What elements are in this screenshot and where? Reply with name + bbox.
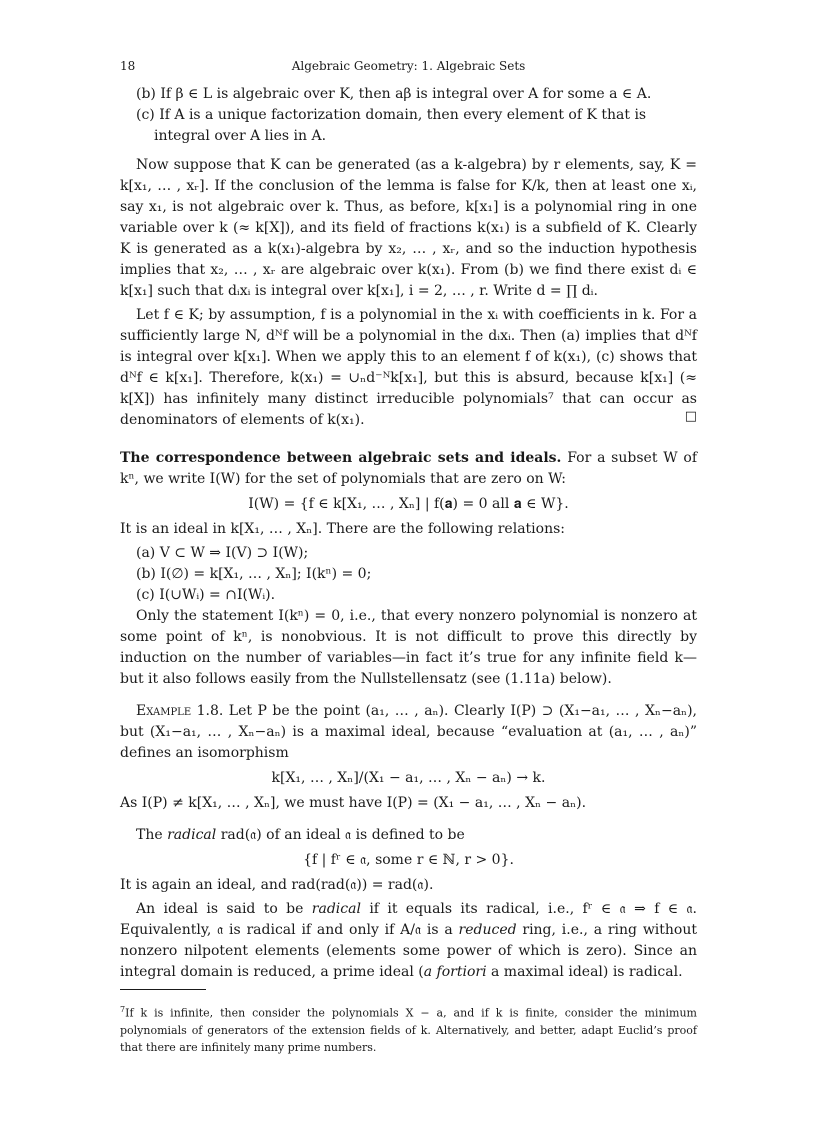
radical-after: It is again an ideal, and rad(rad(𝔞)) = rad(𝔞). — [120, 877, 434, 893]
section-heading: The correspondence between algebraic sets and ideals. — [120, 450, 562, 466]
radical-para-term: radical — [311, 901, 361, 917]
section-intro — [120, 448, 697, 490]
footnote-marker: 7 — [120, 1005, 126, 1014]
qed-mark: □ — [684, 409, 697, 424]
isomorphism-display: k[X₁, … , Xₙ]/(X₁ − a₁, … , Xₙ − aₙ) → k. — [271, 770, 546, 786]
example-label: Example 1.8. — [136, 703, 224, 719]
proof-paragraph-1: Now suppose that K can be generated (as a k-algebra) by r elements, say, K = k[x₁, … , xᵣ]. If the conclusion of the lemma is false for K/k, then at least one xᵢ, say x₁, is not algebraic over k. Thus, as before, k[x₁] is a polynomial ring in one variable over k (≈ k[X]), and its field of fractions k(x₁) is a subfield of K. Clearly K is generated as a k(x₁)-algebra by x₂, … , xᵣ, and so the induction hypothesis implies that x₂, … , xᵣ are algebraic over k(x₁). From (b) we find there exist dᵢ ∈ k[x₁] such that dᵢxᵢ is integral over k[x₁], i = 2, … , r. Write d = ∏ dᵢ. — [120, 157, 697, 299]
radical-para-mid2: ring, i.e., a ring without nonzero nilpotent elements (elements some power of which is zero). Since an integral domain is reduced, a prime ideal ( — [120, 922, 697, 980]
lemma-item-c: (c) If A is a unique factorization domain, then every element of K that is integral over A lies in A. — [136, 107, 647, 144]
section-intro-text: For a subset W of kⁿ, we write I(W) for the set of polynomials that are zero on W: — [120, 450, 697, 487]
a-fortiori-term: a fortiori — [423, 964, 487, 980]
footnote — [120, 1001, 697, 1056]
radical-intro-pre: The — [136, 827, 168, 843]
proof-paragraph-2 — [120, 305, 697, 431]
relation-b: (b) I(∅) = k[X₁, … , Xₙ]; I(kⁿ) = 0; — [136, 566, 372, 582]
footnote-text: If k is infinite, then consider the polynomials X − a, and if k is finite, consider the minimum polynomials of generators of the extension fields of k. Alternatively, and better, adapt Euclid’s proof that there are infinitely many prime numbers. — [120, 1006, 697, 1054]
radical-intro-post: rad(𝔞) of an ideal 𝔞 is defined to be — [216, 827, 465, 843]
ideal-definition-display: I(W) = {f ∈ k[X₁, … , Xₙ] | f(𝐚) = 0 all 𝐚 ∈ W}. — [248, 496, 569, 512]
lemma-item-b: (b) If β ∈ L is algebraic over K, then aβ is integral over A for some a ∈ A. — [136, 86, 652, 102]
radical-para-post: a maximal ideal) is radical. — [486, 964, 683, 980]
radical-para-pre: An ideal is said to be — [136, 901, 312, 917]
proof-paragraph-2-text: Let f ∈ K; by assumption, f is a polynomial in the xᵢ with coefficients in k. For a sufficiently large N, dᴺf will be a polynomial in the dᵢxᵢ. Then (a) implies that dᴺf is integral over k[x₁]. When we apply this to an element f of k(x₁), (c) shows that dᴺf ∈ k[x₁]. Therefore, k(x₁) = ∪ₙd⁻ᴺk[x₁], but this is absurd, because k[x₁] (≈ k[X]) has infinitely many distinct irreducible polynomials⁷ that can occur as denominators of elements of k(x₁). — [120, 307, 697, 428]
relation-c: (c) I(∪Wᵢ) = ∩I(Wᵢ). — [136, 587, 276, 603]
radical-display: {f | fʳ ∈ 𝔞, some r ∈ ℕ, r > 0}. — [303, 852, 514, 868]
relation-a: (a) V ⊂ W ⇒ I(V) ⊃ I(W); — [136, 545, 309, 561]
radical-para-mid: if it equals its radical, i.e., fʳ ∈ 𝔞 ⇒ f ∈ 𝔞. Equivalently, 𝔞 is radical if and only if A/𝔞 is a — [120, 901, 698, 938]
radical-definition — [120, 825, 697, 846]
example-text: Let P be the point (a₁, … , aₙ). Clearly I(P) ⊃ (X₁−a₁, … , Xₙ−aₙ), but (X₁−a₁, … , Xₙ−aₙ) is a maximal ideal, because “evaluation at (a₁, … , aₙ)” defines an isomorphism — [120, 703, 698, 761]
example-conclusion: As I(P) ≠ k[X₁, … , Xₙ], we must have I(P) = (X₁ − a₁, … , Xₙ − aₙ). — [120, 795, 587, 811]
reduced-term: reduced — [458, 922, 517, 938]
page-number: 18 — [120, 59, 136, 73]
page-header — [120, 58, 697, 74]
radical-term: radical — [167, 827, 217, 843]
page — [120, 58, 697, 1067]
example-paragraph — [120, 701, 697, 764]
nullstellensatz-paragraph: Only the statement I(kⁿ) = 0, i.e., that every nonzero polynomial is nonzero at some point of kⁿ, is nonobvious. It is not difficult to prove this directly by induction on the number of variables—in fact it’s true for any infinite field k—but it also follows easily from the Nullstellensatz (see (1.11a) below). — [120, 608, 697, 687]
running-title: Algebraic Geometry: 1. Algebraic Sets — [291, 59, 526, 73]
radical-ideal-paragraph — [120, 899, 697, 983]
footnote-rule — [120, 989, 206, 990]
ideal-statement: It is an ideal in k[X₁, … , Xₙ]. There are the following relations: — [120, 521, 565, 537]
